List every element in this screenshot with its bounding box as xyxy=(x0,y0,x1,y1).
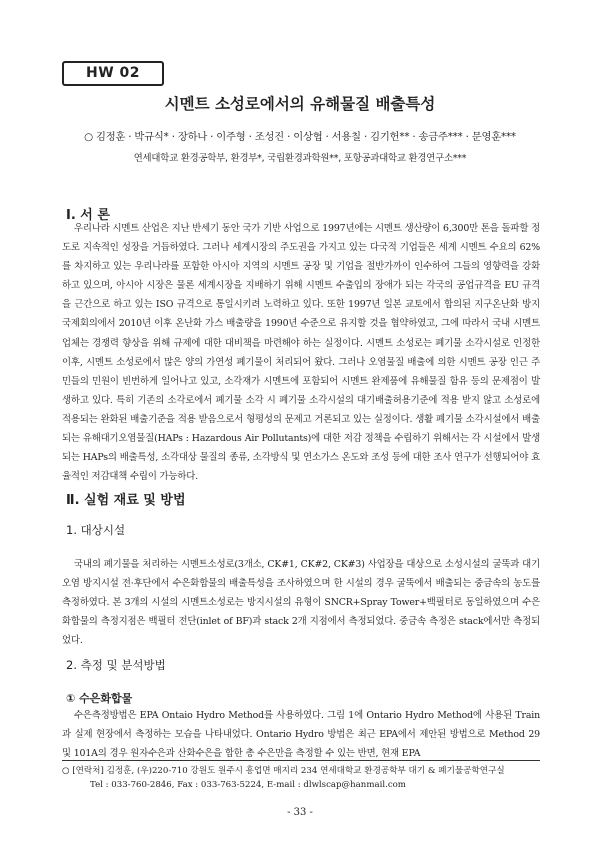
page-number: - 33 - xyxy=(287,807,313,818)
subsection-heading-facilities: 1. 대상시설 xyxy=(66,523,126,537)
facilities-paragraph: 국내의 폐기물을 처리하는 시멘트소성로(3개소, CK#1, CK#2, CK#3) 사업장을 대상으로 소성시설의 굴뚝과 대기오염 방지시설 전·후단에서 수은화합물의 배출특성을 조사하였으며 한 시설의 경우 굴뚝에서 배출되는 중금속의 농도를 측정하였다. 본 3개의 시설의 시멘트소성로는 방지시설의 유형이 SNCR+Spray Tower+백필터로 동일하였으며 수은화합물의 측정지점은 백필터 전단(inlet of BF)과 stack 2개 지점에서 측정되었다. 중금속 측정은 stack에서만 측정되었다. xyxy=(62,559,540,647)
section-heading-methods: Ⅱ. 실험 재료 및 방법 xyxy=(66,493,186,508)
footnote-divider xyxy=(62,760,540,761)
author-list: ○ 김정훈 · 박규식* · 장하나 · 이주형 · 조성진 · 이상협 · 서용칠 · 김기헌** · 송금주*** · 문영훈*** xyxy=(84,131,516,143)
introduction-paragraph: 우리나라 시멘트 산업은 지난 반세기 동안 국가 기반 사업으로 1997년에는 시멘트 생산량이 6,300만 톤을 돌파할 정도로 지속적인 성장을 거듭하였다. 그러나 세계시장의 주도권을 가지고 있는 다국적 기업들은 세계 시멘트 수요의 62%를 차지하고 있는 우리나라를 포함한 아시아 지역의 시멘트 공장 및 기업을 절반가까이 인수하여 그들의 영향력을 강화하고 있으며, 아시아 시장은 물론 세계시장을 지배하기 위해 시멘트 수출입의 장애가 되는 각국의 공업규격을 EU 규격을 근간으로 하고 있는 ISO 규격으로 통일시키려 노력하고 있다. 또한 1997년 일본 교토에서 합의된 지구온난화 방지 국제회의에서 2010년 이후 온난화 가스 배출량을 1990년 수준으로 유지할 것을 협약하였고, 그에 따라서 국내 시멘트 업체는 경쟁력 향상을 위해 규제에 대한 대비책을 마련해야 하는 실정이다. 시멘트 소성로는 폐기물 소각시설로 인정한 이후, 시멘트 소성로에서 많은 양의 가연성 폐기물이 처리되어 왔다. 그러나 오염물질 배출에 의한 시멘트 공장 인근 주민들의 민원이 빈번하게 일어나고 있고, 소각재가 시멘트에 포함되어 시멘트 완제품에 유해물질 함유 등의 문제점이 발생하고 있다. 특히 기존의 소각로에서 폐기물 소각 시 폐기물 소각시설의 대기배출허용기준에 적용 받지 않고 소성로에 적용되는 완화된 배출기준을 적용 받음으로서 형평성의 문제고 거론되고 있는 실정이다. 생활 폐기물 소각시설에서 배출되는 유해대기오염물질(HAPs : Hazardous Air Pollutants)에 대한 저감 정책을 수립하기 위해서는 각 시설에서 발생되는 HAPs의 배출특성, 소각대상 물질의 종류, 소각방식 및 연소가스 온도와 조성 등에 대한 조사 연구가 선행되어야 효율적인 저감대책 수립이 가능하다. xyxy=(62,223,540,483)
subsection-heading-measurement: 2. 측정 및 분석방법 xyxy=(66,658,166,672)
subsubsection-heading-mercury: ① 수은화합물 xyxy=(66,692,133,705)
section-heading-introduction: Ⅰ. 서 론 xyxy=(66,208,110,223)
affiliation-list: 연세대학교 환경공학부, 환경부*, 국립환경과학원**, 포항공과대학교 환경연구소*** xyxy=(133,153,467,164)
footnote-contact: ○ [연락처] 김정훈, (우)220-710 강원도 원주시 흥업면 매지리 234 연세대학교 환경공학부 대기 & 폐기물공학연구실 xyxy=(62,766,505,776)
paper-title: 시멘트 소성로에서의 유해물질 배출특성 xyxy=(164,95,436,113)
paper-code-badge: HW 02 xyxy=(62,61,164,86)
mercury-paragraph: 수은측정방법은 EPA Ontaio Hydro Method를 사용하였다. 그림 1에 Ontario Hydro Method에 사용된 Train과 실제 현장에서 측정하는 모습을 나타내었다. Ontario Hydro 방법은 최근 EPA에서 제안된 방법으로 Method 29 및 101A의 경우 원자수은과 산화수은을 합한 총 수은만을 측정할 수 있는 반면, 현재 EPA xyxy=(62,710,540,760)
footnote-contact-details: Tel : 033-760-2846, Fax : 033-763-5224, E-mail : dlwlscap@hanmail.com xyxy=(90,780,406,790)
